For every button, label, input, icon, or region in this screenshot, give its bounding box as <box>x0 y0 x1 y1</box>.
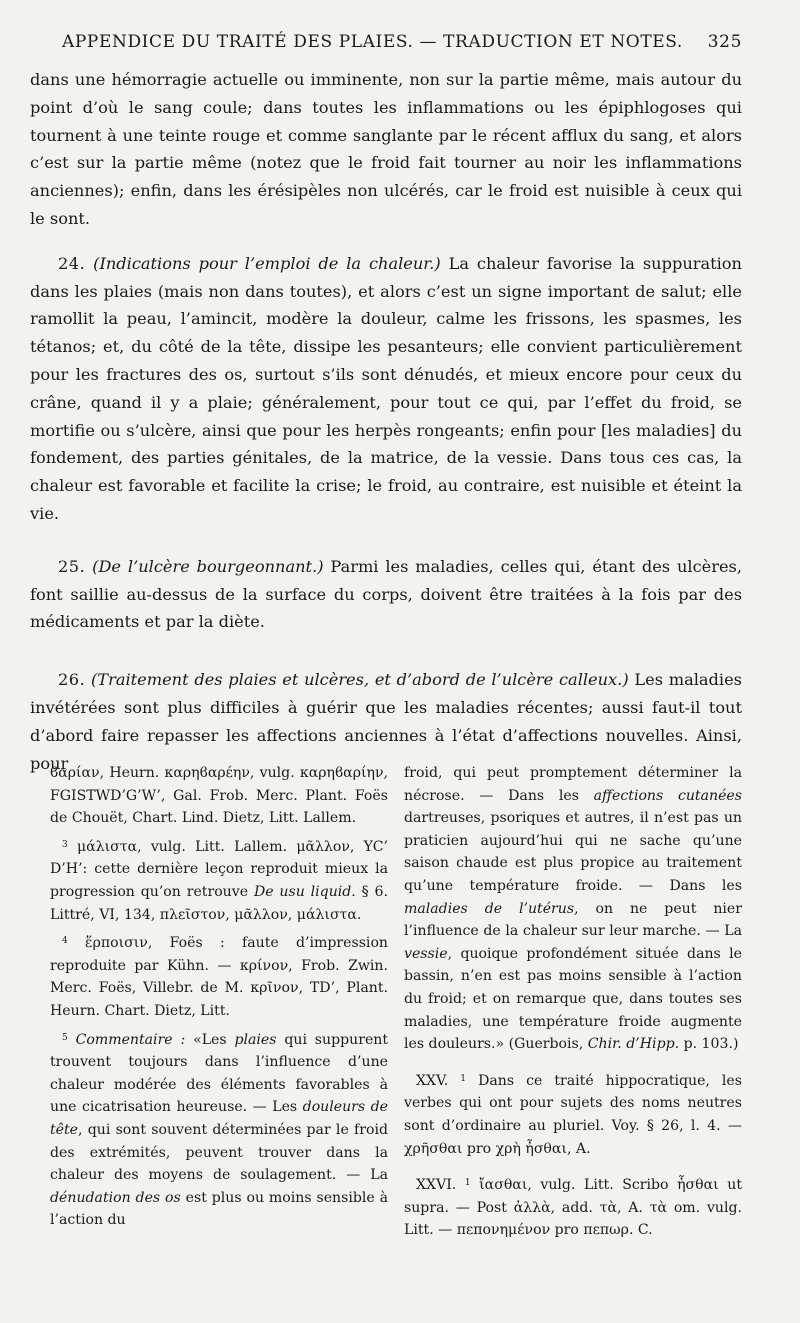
section-26 <box>30 666 742 777</box>
footnote-italic: Chir. d’Hipp. <box>587 1036 680 1053</box>
footnote-4 <box>50 932 388 1022</box>
footnote-5 <box>50 1029 388 1232</box>
footnote-mark: 1 <box>464 1178 471 1189</box>
footnote-mark: 3 <box>62 839 68 850</box>
running-header <box>62 32 742 58</box>
footnote-italic: dénudation des os <box>50 1189 181 1206</box>
footnote-text: froid, qui peut promptement déterminer la nécrose. — Dans les <box>404 765 742 804</box>
footnote-text: ἴασθαι, vulg. Litt. Scribo ἦσθαι ut supra. — Post ἀλλὰ, add. τὰ, A. τὰ om. vulg. Litt. — πεπονημένον pro πεπωρ. C. <box>404 1177 742 1239</box>
running-title: APPENDICE DU TRAITÉ DES PLAIES. — TRADUCTION ET NOTES. <box>62 32 683 52</box>
page-number: 325 <box>707 32 742 52</box>
section-heading: (Traitement des plaies et ulcères, et d’abord de l’ulcère calleux.) <box>90 670 629 690</box>
section-text: Parmi les maladies, celles qui, étant des ulcères, font saillie au-dessus de la surface du corps, doivent être traitées à la fois par des médicaments et par la diète. <box>30 556 743 632</box>
footnote-italic: De usu liquid. <box>253 883 356 900</box>
section-text: Les maladies invétérées sont plus difficiles à guérir que les maladies récentes; aussi faut-il tout d’abord faire repasser les affections anciennes à l’état d’affections nouvelles. Ainsi, pour <box>30 670 742 773</box>
footnotes-left-column <box>50 762 388 1232</box>
footnote-xxv <box>404 1070 742 1160</box>
footnote-text: , quoique profondément située dans le bassin, n’en est pas moins sensible à l’action du froid; et on remarque que, dans toutes ses maladies, une température froide augmente les douleurs.» (Guerbois, <box>404 945 742 1053</box>
section-number: 24. <box>58 253 86 273</box>
footnote-text: est plus ou moins sensible à l’action du <box>50 1189 389 1229</box>
footnote-italic: plaies <box>234 1031 277 1048</box>
footnote-text: p. 103.) <box>683 1036 739 1053</box>
footnote-text: § 6. Littré, VI, 134, πλεῖστον, μᾶλλον, μάλιστα. <box>50 883 389 923</box>
footnote-text: ἕρποισιν, Foës : faute d’impression reproduite par Kühn. — κρίνον, Frob. Zwin. Merc. Foës, Villebr. de M. κρῖνον, TD’, Plant. Heurn. Chart. Dietz, Litt. <box>50 935 389 1019</box>
footnote-section-head: XXV. <box>416 1072 449 1089</box>
section-number: 26. <box>58 670 86 690</box>
footnote-text: qui suppurent trouvent toujours dans l’influence d’une chaleur modérée des éléments favorables à une cicatrisation heureuse. — Les <box>50 1031 389 1116</box>
footnote-5-continued <box>404 762 742 1056</box>
footnote-text: μάλιστα, vulg. Litt. Lallem. μᾶλλον, YC’ D’H’: cette dernière leçon reproduit mieux la progression qu’on retrouve <box>50 838 389 900</box>
footnote-section-head: XXVI. <box>416 1177 457 1194</box>
footnote-mark: 1 <box>460 1073 467 1084</box>
footnote-text: dartreuses, psoriques et autres, il n’est pas un praticien aujourd’hui qui ne sache qu’une saison chaude est plus propice au traitement qu’une température froide. — Dans les <box>404 810 742 894</box>
footnote-text: Dans ce traité hippocratique, les verbes qui ont pour sujets des noms neutres sont d’ordinaire au pluriel. Voy. § 26, l. 4. — χρῆσθαι pro χρὴ ἦσθαι, A. <box>404 1072 743 1157</box>
footnote-text: «Les <box>193 1031 227 1048</box>
footnote-3 <box>50 836 388 926</box>
section-24 <box>30 250 742 528</box>
section-number: 25. <box>58 556 86 576</box>
main-text <box>30 66 742 777</box>
footnote-text: , qui sont souvent déterminées par le froid des extrémités, peuvent trouver dans la chaleur des moyens de soulagement. — La <box>50 1121 388 1184</box>
footnote-mark: 4 <box>62 936 68 947</box>
footnote-xxvi <box>404 1174 742 1242</box>
section-heading: (Indications pour l’emploi de la chaleur.) <box>93 253 441 273</box>
section-heading: (De l’ulcère bourgeonnant.) <box>92 556 324 576</box>
paragraph-continued: dans une hémorragie actuelle ou imminente, non sur la partie même, mais autour du point d’où le sang coule; dans toutes les inflammations ou les épiphlogoses qui tournent à une teinte rouge et comme sanglante par le récent afflux du sang, et alors c’est sur la partie même (notez que le froid fait tourner au noir les inflammations anciennes); enfin, dans les érésipèles non ulcérés, car le froid est nuisible à ceux qui le sont. <box>30 70 742 228</box>
footnote-mark: 5 <box>62 1032 68 1043</box>
footnote-italic: affections cutanées <box>593 787 742 804</box>
footnote-text: , on ne peut nier l’influence de la chaleur sur leur marche. — La <box>404 900 742 940</box>
footnote-italic: douleurs de tête <box>50 1099 389 1138</box>
section-text: La chaleur favorise la suppuration dans les plaies (mais non dans toutes), et alors c’est un signe important de salut; elle ramollit la peau, l’amincit, modère la douleur, calme les frissons, les spasmes, les tétanos; et, du côté de la tête, dissipe les pesanteurs; elle convient particulièrement pour les fractures des os, surtout s’ils sont dénudés, et mieux encore pour ceux du crâne, quand il y a plaie; généralement, pour tout ce qui, par l’effet du froid, se mortifie ou s’ulcère, ainsi que pour les herpès rongeants; enfin pour [les maladies] du fondement, des parties génitales, de la matrice, de la vessie. Dans tous ces cas, la chaleur est favorable et facilite la crise; le froid, au contraire, est nuisible et éteint la vie. <box>30 253 742 523</box>
footnote-italic: maladies de l’utérus <box>404 900 575 917</box>
footnote-italic: vessie <box>404 945 448 962</box>
footnote-label: Commentaire : <box>75 1031 186 1048</box>
section-25 <box>30 553 742 636</box>
footnote-continued: ϐαρίαν, Heurn. καρηϐαρέην, vulg. καρηϐαρίην, FGISTWD’G’W’, Gal. Frob. Merc. Plant. Foës de Chouët, Chart. Lind. Dietz, Litt. Lallem. <box>50 765 388 827</box>
footnotes-right-column <box>404 762 742 1242</box>
